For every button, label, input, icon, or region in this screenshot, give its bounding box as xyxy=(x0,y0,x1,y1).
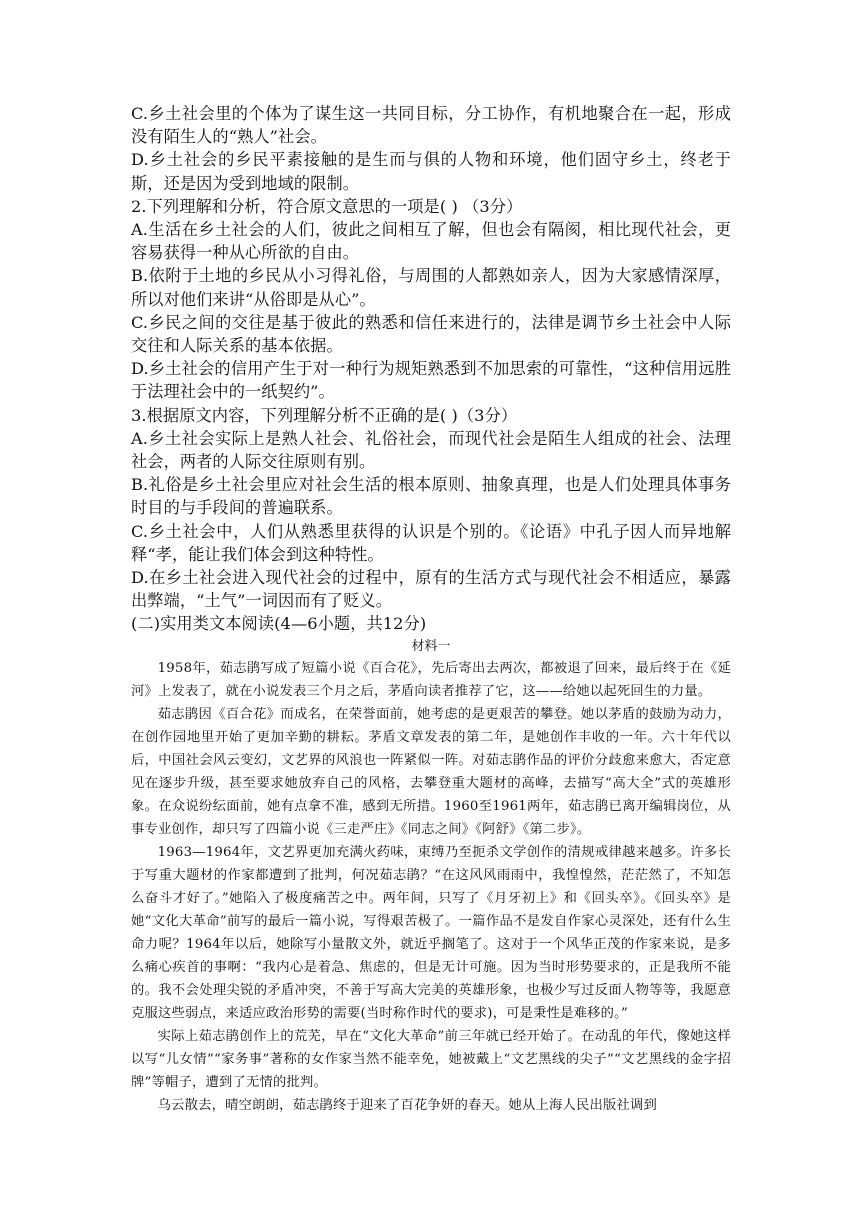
paragraph-5: 乌云散去，晴空朗朗，茹志鹃终于迎来了百花争妍的春天。她从上海人民出版社调到 xyxy=(157,1097,657,1113)
option-d-q1: D.乡土社会的乡民平素接触的是生而与俱的人物和环境，他们固守乡土，终老于斯，还是因为受到地域的限制。 xyxy=(131,150,731,193)
document-page xyxy=(131,102,731,1117)
option-a-q3: A.乡土社会实际上是熟人社会、礼俗社会，而现代社会是陌生人组成的社会、法理社会，两者的人际交往原则有别。 xyxy=(131,428,731,472)
paragraph-1: 1958年，茹志鹃写成了短篇小说《百合花》，先后寄出去两次，都被退了回来，最后终于在《延河》上发表了，就在小说发表三个月之后，茅盾向读者推荐了它，这——给她以起死回生的力量。 xyxy=(131,660,731,699)
section-heading: (二)实用类文本阅读(4—6小题，共12分) xyxy=(131,614,427,634)
option-c-q3: C.乡土社会中，人们从熟悉里获得的认识是个别的。《论语》中孔子因人而异地解释“孝，能让我们体会到这种特性。 xyxy=(131,521,731,564)
material-title: 材料一 xyxy=(411,638,451,654)
paragraph-2: 茹志鹃因《百合花》而成名，在荣誉面前，她考虑的是更艰苦的攀登。她以茅盾的鼓励为动力，在创作园地里开始了更加辛勤的耕耘。茅盾文章发表的第二年，是她创作丰收的一年。六十年代以后，中国社会风云变幻，文艺界的风浪也一阵紧似一阵。对茹志鹃作品的评价分歧愈来愈大，否定意见在逐步升级，甚至要求她放弃自己的风格，去攀登重大题材的高峰，去描写“高大全”式的英雄形象。在众说纷纭面前，她有点拿不准，感到无所措。1960至1961两年，茹志鹃已离开编辑岗位，从事专业创作，却只写了四篇小说《三走严庄》《同志之间》《阿舒》《第二步》。 xyxy=(131,706,731,837)
paragraph-3: 1963—1964年，文艺界更加充满火药味，束缚乃至扼杀文学创作的清规戒律越来越多。许多长于写重大题材的作家都遭到了批判，何况茹志鹃？“在这风风雨雨中，我惶惶然，茫茫然了，不知怎么奋斗才好了。”她陷入了极度痛苦之中。两年间，只写了《月牙初上》和《回头卒》。《回头卒》是她“文化大革命”前写的最后一篇小说，写得艰苦极了。一篇作品不是发自作家心灵深处，还有什么生命力呢？1964年以后，她除写小量散文外，就近乎搁笔了。这对于一个风华正茂的作家来说，是多么痛心疾首的事啊：“我内心是着急、焦虑的，但是无计可施。因为当时形势要求的，正是我所不能的。我不会处理尖锐的矛盾冲突，不善于写高大完美的英雄形象，也极少写过反面人物等等，我愿意克服这些弱点，来适应政治形势的需要(当时称作时代的要求)，可是秉性是难移的。” xyxy=(131,844,731,1021)
option-c-q2: C.乡民之间的交往是基于彼此的熟悉和信任来进行的，法律是调节乡土社会中人际交往和人际关系的基本依据。 xyxy=(131,312,731,356)
option-d-q3: D.在乡土社会进入现代社会的过程中，原有的生活方式与现代社会不相适应，暴露出弊端，“土气”一词因而有了贬义。 xyxy=(131,568,731,611)
option-c-q1: C.乡土社会里的个体为了谋生这一共同目标，分工协作，有机地聚合在一起，形成没有陌生人的“熟人”社会。 xyxy=(131,104,731,147)
option-b-q2: B.依附于土地的乡民从小习得礼俗，与周围的人都熟如亲人，因为大家感情深厚，所以对他们来讲“从俗即是从心”。 xyxy=(131,266,731,309)
option-b-q3: B.礼俗是乡土社会里应对社会生活的根本原则、抽象真理，也是人们处理具体事务时目的与手段间的普遍联系。 xyxy=(131,475,731,518)
paragraph-4: 实际上茹志鹃创作上的荒芜，早在“文化大革命”前三年就已经开始了。在动乱的年代，像她这样以写“儿女情”“家务事”著称的女作家当然不能幸免，她被戴上“文艺黑线的尖子”“文艺黑线的金字招牌”等帽子，遭到了无情的批判。 xyxy=(131,1028,731,1090)
option-d-q2: D.乡土社会的信用产生于对一种行为规矩熟悉到不加思索的可靠性，“这种信用远胜于法理社会中的一纸契约”。 xyxy=(131,359,731,402)
question-3: 3.根据原文内容，下列理解分析不正确的是( )（3分） xyxy=(131,405,518,425)
option-a-q2: A.生活在乡土社会的人们，彼此之间相互了解，但也会有隔阂，相比现代社会，更容易获得一种从心所欲的自由。 xyxy=(131,220,731,263)
question-2: 2.下列理解和分析，符合原文意思的一项是( ) （3分） xyxy=(131,196,523,216)
